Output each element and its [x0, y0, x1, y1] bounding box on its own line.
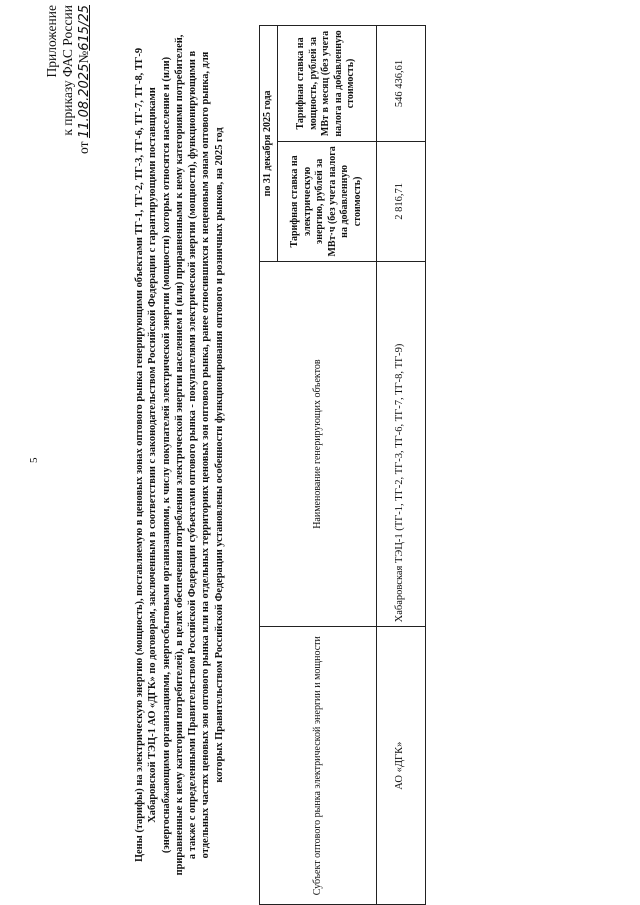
tariff-table — [259, 25, 426, 905]
caption-line: (энергоснабжающими организациями, энергосбытовыми организациями, к числу покупателей электрической энергии (мощности) которых относятся население и (или) — [160, 56, 172, 854]
table-header-row — [260, 26, 278, 905]
from-label: от — [76, 141, 91, 154]
header-period: по 31 декабря 2025 года — [260, 26, 278, 262]
header-power-rate: Тарифная ставка на мощность, рублей за МВт в месяц (без учета налога на добавленную стоимость) — [277, 26, 376, 142]
cell-power-rate: 546 436,61 — [376, 26, 425, 142]
caption-line: а также с определенными Правительством Российской Федерации субъектами оптового рынка - покупателями электрической энергии (мощности), функционирующими в — [187, 50, 199, 860]
appendix-date-line — [76, 5, 93, 175]
cell-object: Хабаровская ТЭЦ-1 (ТГ-1, ТГ-2, ТГ-3, ТГ-6, ТГ-7, ТГ-8, ТГ-9) — [376, 261, 425, 627]
handwritten-number: 615/25 — [77, 5, 92, 51]
cell-energy-rate: 2 816,71 — [376, 141, 425, 261]
caption-line: приравненные к нему категории потребителей), в целях обеспечения потребления электрической энергии населением и (или) приравненными к нему категориями потребителей, — [173, 34, 185, 876]
appendix-title: Приложение — [44, 5, 59, 78]
caption-line: Хабаровской ТЭЦ-1 АО «ДГК» по договорам, заключенным в соответствии с законодательством Российской Федерации с гарантирующими поставщиками — [147, 87, 159, 823]
caption-line: которых Правительством Российской Федерации установлены особенности функционирования оптового и розничных рынков, на 2025 год — [213, 127, 225, 783]
header-object: Наименование генерирующих объектов — [260, 261, 377, 627]
page-number: 5 — [28, 457, 40, 463]
header-energy-rate: Тарифная ставка на электрическую энергию, рублей за МВт·ч (без учета налога на добавленную стоимость) — [277, 141, 376, 261]
header-subject: Субъект оптового рынка электрической энергии и мощности — [260, 627, 377, 905]
caption-line: Цены (тарифы) на электрическую энергию (мощность), поставляемую в ценовых зонах оптового рынка генерирующими объектами ТГ-1, ТГ-2, ТГ-3, ТГ-6, ТГ-7, ТГ-8, ТГ-9 — [134, 47, 145, 863]
caption-line: отдельных частях ценовых зон оптового рынка или на отдельных территориях ценовых зон оптового рынка, ранее относившихся к неценовым зонам оптового рынка, для — [200, 51, 212, 859]
handwritten-date: 11.08.2025 — [77, 63, 92, 139]
table-row — [376, 26, 425, 905]
appendix-order-line: к приказу ФАС России — [60, 5, 75, 136]
cell-subject: АО «ДГК» — [376, 627, 425, 905]
number-prefix: № — [76, 50, 91, 64]
appendix-header — [44, 5, 93, 175]
document-caption — [133, 25, 226, 885]
